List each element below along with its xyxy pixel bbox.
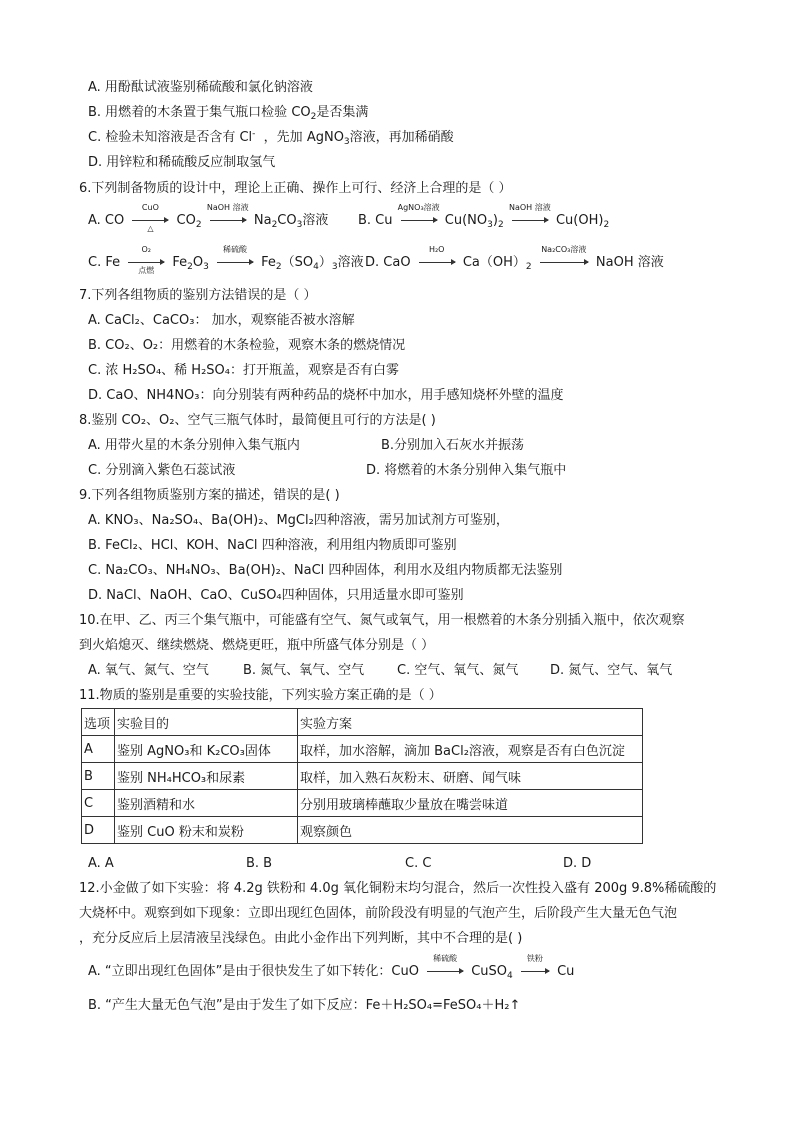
table-cell: 鉴别 NH₄HCO₃和尿素 [115,763,298,790]
q6-option-c: C. Fe O₂ 点燃 $Fe_2O_3$ 稀硫酸 $Fe_2(SO_4)_3$溶液 [88,245,364,275]
table-cell: D [82,817,115,844]
q10-option-a: A. 氧气、氮气、空气 [88,663,209,678]
table-row [82,736,643,763]
table-row [82,817,643,844]
q9-option-b: B. FeCl₂、HCl、KOH、NaCl 四种溶液，利用组内物质即可鉴别 [88,538,457,553]
q7-option-b: B. CO₂、O₂：用燃着的木条检验，观察木条的燃烧情况 [88,338,406,353]
table-cell: B [82,763,115,790]
table-cell: A [82,736,115,763]
table-cell: 取样，加水溶解，滴加 BaCl₂溶液，观察是否有白色沉淀 [298,736,643,763]
experiment-table [81,708,643,844]
reaction-arrow: CuO △ [128,212,172,230]
question-11-stem: 11.物质的鉴别是重要的实验技能，下列实验方案正确的是（ ） [79,688,442,703]
table-row [82,790,643,817]
reaction-arrow: H₂O [415,254,459,272]
q5-option-b: B. 用燃着的木条置于集气瓶口检验 $CO_2$是否集满 [88,105,369,122]
q11-option-a: A. A [88,856,114,871]
reaction-arrow: O₂ 点燃 [124,254,168,272]
q8-option-c: C. 分别滴入紫色石蕊试液 [88,463,236,478]
q8-option-a: A. 用带火星的木条分别伸入集气瓶内 [88,438,300,453]
question-6-stem: 6.下列制备物质的设计中，理论上正确、操作上可行、经济上合理的是（ ） [79,181,512,196]
reaction-arrow: Na₂CO₃溶液 [536,254,592,272]
q11-option-d: D. D [563,856,592,871]
reaction-arrow: NaOH 溶液 [508,212,552,230]
q9-option-c: C. Na₂CO₃、NH₄NO₃、Ba(OH)₂、NaCl 四种固体，利用水及组内物质都无法鉴别 [88,563,563,578]
table-cell: 取样，加入熟石灰粉末、研磨、闻气味 [298,763,643,790]
q6-option-b: B. Cu AgNO₃溶液 $Cu(NO_3)_2$ NaOH 溶液 $Cu(OH)_2$ [358,203,610,230]
q10-option-c: C. 空气、氧气、氮气 [397,663,519,678]
q7-option-d: D. CaO、NH4NO₃：向分别装有两种药品的烧杯中加水，用手感知烧杯外壁的温度 [88,388,564,403]
q12-option-b: B. “产生大量无色气泡”是由于发生了如下反应：Fe＋H₂SO₄=FeSO₄＋H₂↑ [88,998,521,1013]
table-cell: 鉴别 CuO 粉末和炭粉 [115,817,298,844]
question-9-stem: 9.下列各组物质鉴别方案的描述，错误的是( ) [79,488,340,503]
q5-option-c: C. 检验未知溶液是否含有 Cl- ，先加 AgNO$_3$溶液，再加稀硝酸 [88,129,454,147]
reaction-arrow: AgNO₃溶液 [397,212,441,230]
question-12-stem-line1: 12.小金做了如下实验：将 4.2g 铁粉和 4.0g 氧化铜粉末均匀混合，然后一次性投入盛有 200g 9.8%稀硫酸的 [79,881,717,896]
q6-option-a: A. CO CuO △ $CO_2$ NaOH 溶液 $Na_2CO_3$溶液 [88,203,329,233]
question-12-stem-line2: 大烧杯中。观察到如下现象：立即出现红色固体，前阶段没有明显的气泡产生，后阶段产生大量无色气泡 [79,906,678,921]
q10-option-d: D. 氮气、空气、氧气 [550,663,673,678]
q7-option-c: C. 浓 H₂SO₄、稀 H₂SO₄：打开瓶盖，观察是否有白雾 [88,363,399,378]
question-8-stem: 8.鉴别 CO₂、O₂、空气三瓶气体时，最简便且可行的方法是( ) [79,413,436,428]
q10-option-b: B. 氮气、氧气、空气 [243,663,365,678]
reaction-arrow: 稀硫酸 [423,963,467,981]
reaction-arrow: 稀硫酸 [213,254,257,272]
q8-option-d: D. 将燃着的木条分别伸入集气瓶中 [366,463,567,478]
reaction-arrow: NaOH 溶液 [206,212,250,230]
q5-option-d: D. 用锌粒和稀硫酸反应制取氢气 [88,155,276,170]
q8-option-b: B.分别加入石灰水并振荡 [381,438,525,453]
table-cell: C [82,790,115,817]
q11-option-b: B. B [246,856,273,871]
q11-option-c: C. C [405,856,432,871]
table-cell: 分别用玻璃棒蘸取少量放在嘴尝味道 [298,790,643,817]
question-12-stem-line3: ，充分反应后上层清液呈浅绿色。由此小金作出下列判断，其中不合理的是( ) [79,931,523,946]
table-cell: 鉴别酒精和水 [115,790,298,817]
q6-option-d: D. CaO H₂O $Ca(OH)_2$ Na₂CO₃溶液 NaOH 溶液 [365,245,664,272]
table-header-cell: 实验目的 [115,709,298,736]
q5-option-a: A. 用酚酞试液鉴别稀硫酸和氯化钠溶液 [88,80,313,95]
q7-option-a: A. CaCl₂、CaCO₃： 加水，观察能否被水溶解 [88,313,355,328]
reaction-arrow: 铁粉 [517,963,553,981]
q12-option-a: A. “立即出现红色固体”是由于很快发生了如下转化：CuO 稀硫酸 CuSO$_4$ 铁粉 Cu [88,954,575,981]
question-7-stem: 7.下列各组物质的鉴别方法错误的是（ ） [79,288,317,303]
table-header-cell: 选项 [82,709,115,736]
table-row [82,763,643,790]
question-10-stem-line1: 10.在甲、乙、丙三个集气瓶中，可能盛有空气、氮气或氧气，用一根燃着的木条分别插入瓶中，依次观察 [79,613,685,628]
question-10-stem-line2: 到火焰熄灭、继续燃烧、燃烧更旺，瓶中所盛气体分别是（ ） [79,638,435,653]
table-cell: 鉴别 AgNO₃和 K₂CO₃固体 [115,736,298,763]
table-cell: 观察颜色 [298,817,643,844]
q9-option-a: A. KNO₃、Na₂SO₄、Ba(OH)₂、MgCl₂四种溶液，需另加试剂方可鉴别， [88,513,509,528]
table-header-row [82,709,643,736]
table-header-cell: 实验方案 [298,709,643,736]
q9-option-d: D. NaCl、NaOH、CaO、CuSO₄四种固体，只用适量水即可鉴别 [88,588,464,603]
